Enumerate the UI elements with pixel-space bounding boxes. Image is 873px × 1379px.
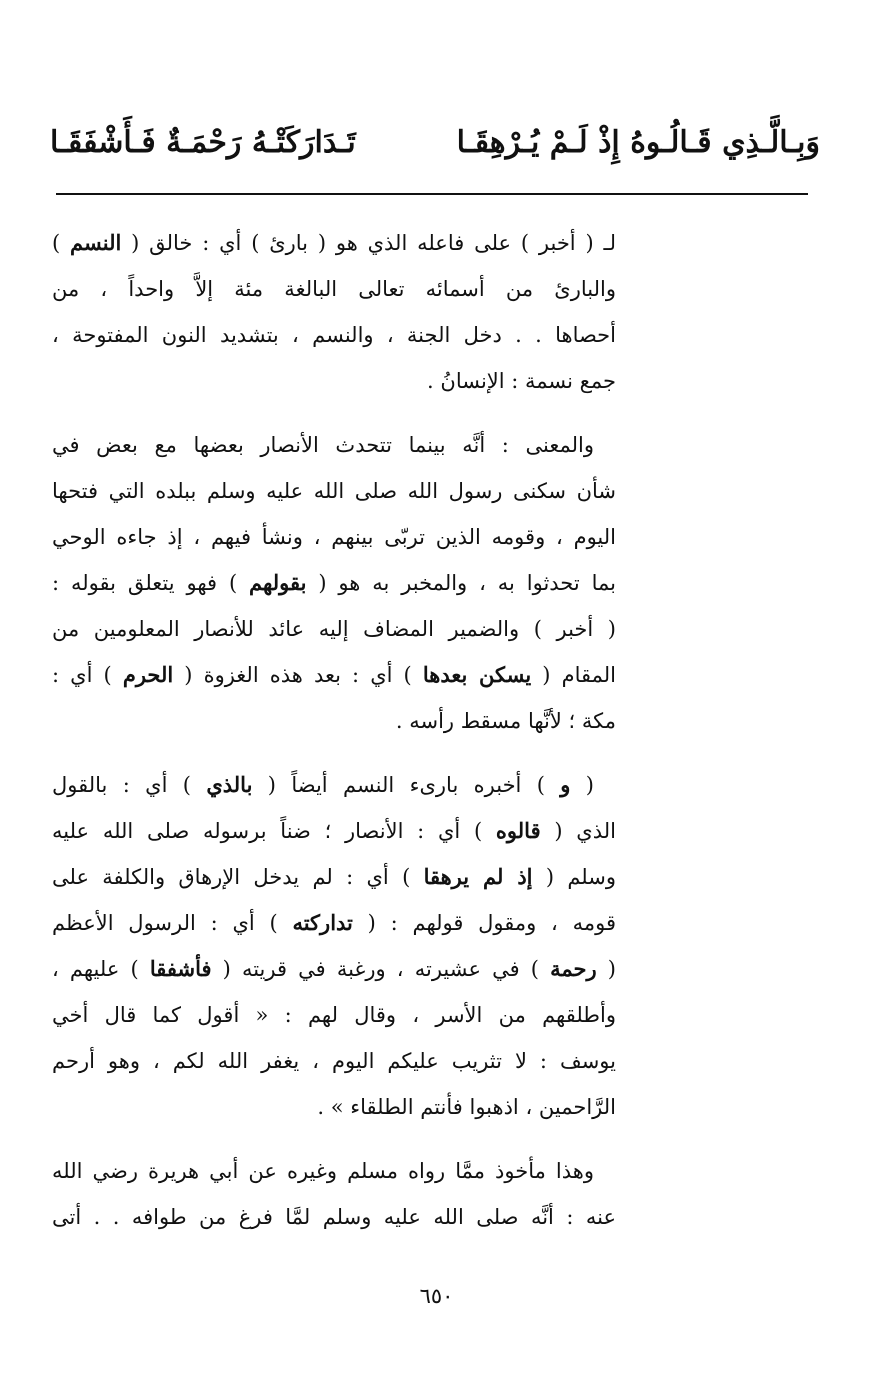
text-line: جمع نسمة : الإنسانُ . [427, 369, 616, 393]
page-number: ٦٥٠ [419, 1284, 454, 1308]
text-line: شأن سكنى رسول الله صلى الله عليه وسلم ببلده التي فتحها [52, 479, 616, 503]
header-divider [56, 193, 808, 195]
text-line: وهذا مأخوذ ممَّا رواه مسلم وغيره عن أبي هريرة رضي الله [52, 1159, 594, 1183]
paragraph [52, 422, 616, 744]
text-line: ( أخبر ) والضمير المضاف إليه عائد للأنصار المعلومين من [52, 617, 616, 641]
text-line: وأطلقهم من الأسر ، وقال لهم : « أقول كما قال أخي [52, 1003, 616, 1027]
verse-hemistich-left: تَـدَارَكَتْـهُ رَحْمَـةٌ فَـأَشْفَقَـا [50, 124, 356, 160]
text-line: الرَّاحمين ، اذهبوا فأنتم الطلقاء » . [317, 1095, 616, 1119]
paragraph [52, 762, 616, 1130]
text-line: لـ ( أخبر ) على فاعله الذي هو ( بارئ ) أي : خالق ( النسم ) [52, 230, 617, 255]
verse-hemistich-right: وَبِـالَّـذِي قَـالُـوهُ إِذْ لَـمْ يُـرْهِقَـا [456, 124, 820, 160]
commentary-text [52, 220, 616, 1258]
text-line: مكة ؛ لأنَّها مسقط رأسه . [395, 709, 616, 733]
paragraph [52, 220, 616, 404]
text-line: وسلم ( إذ لم يرهقا ) أي : لم يدخل الإرهاق والكلفة على [52, 864, 616, 889]
text-line: بما تحدثوا به ، والمخبر به هو ( بقولهم ) فهو يتعلق بقوله : [52, 570, 616, 595]
text-line: الذي ( قالوه ) أي : الأنصار ؛ ضناً برسوله صلى الله عليه [52, 818, 616, 843]
text-line: اليوم ، وقومه الذين تربّى بينهم ، ونشأ فيهم ، إذ جاءه الوحي [52, 525, 616, 549]
text-line: أحصاها . . دخل الجنة ، والنسم ، بتشديد النون المفتوحة ، [52, 323, 616, 347]
text-line: والمعنى : أنَّه بينما تتحدث الأنصار بعضها مع بعض في [52, 433, 594, 457]
text-line: المقام ( يسكن بعدها ) أي : بعد هذه الغزوة ( الحرم ) أي : [52, 662, 616, 687]
text-line: ( رحمة ) في عشيرته ، ورغبة في قريته ( فأشفقا ) عليهم ، [52, 956, 616, 981]
text-line: ( و ) أخبره بارىء النسم أيضاً ( بالذي ) أي : بالقول [52, 772, 594, 797]
verse-header [50, 112, 820, 172]
text-line: قومه ، ومقول قولهم : ( تداركته ) أي : الرسول الأعظم [52, 910, 616, 935]
text-line: يوسف : لا تثريب عليكم اليوم ، يغفر الله لكم ، وهو أرحم [52, 1049, 616, 1073]
paragraph [52, 1148, 616, 1240]
text-line: عنه : أنَّه صلى الله عليه وسلم لمَّا فرغ من طوافه . . أتى [52, 1205, 616, 1229]
text-line: والبارئ من أسمائه تعالى البالغة مئة إلاَّ واحداً ، من [52, 277, 616, 301]
